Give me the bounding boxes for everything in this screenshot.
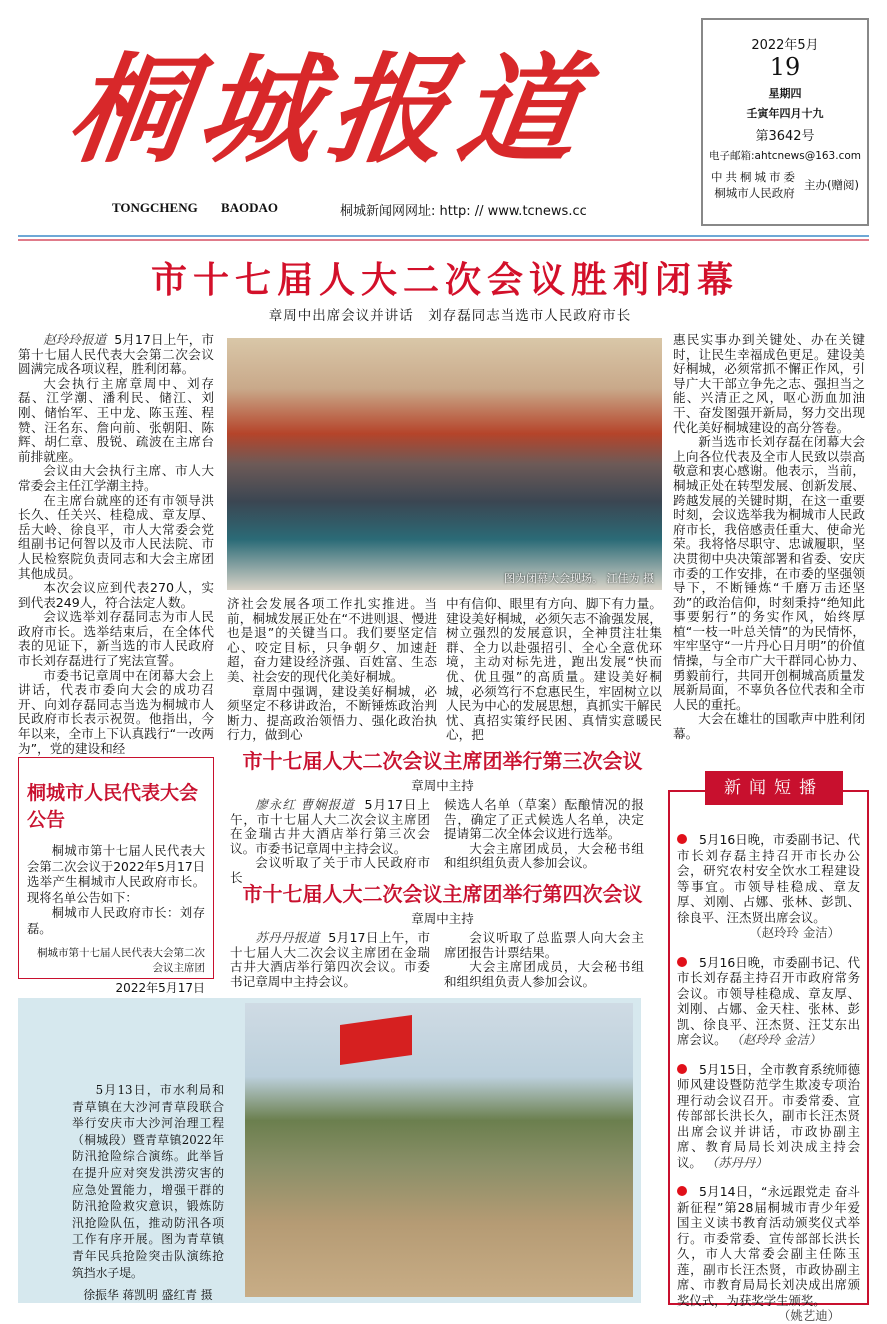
lead-column-1 (18, 333, 214, 756)
paragraph: 会议听取了关于市人民政府市长 (230, 855, 430, 885)
flood-drill-text (72, 1082, 224, 1304)
bullet-icon (677, 834, 687, 844)
issue-info-box (701, 18, 869, 226)
divider-pink (18, 239, 869, 241)
paragraph: 5月17日上午，市十七届人大二次会议主席团在金瑞古井大酒店举行第四次会议。市委书记章周中主持会议。 (230, 930, 430, 989)
paragraph: 新当选市长刘存磊在闭幕大会上向各位代表及全市人民致以崇高敬意和衷心感谢。他表示，当前，桐城正处在转型发展、创新发展、跨越发展的关键时期，在这一重要时刻，会议选举我为桐城市人民政府市长，我倍感责任重大、使命光荣。我将恪尽职守、忠诚履职，坚决贯彻中央决策部署和省委、安庆市委的工作安排，在市委的坚强领导下，不断锤炼“千磨万击还坚劲”的政治信仰，时刻秉持“绝知此事要躬行”的务实作风，始终厚植“一枝一叶总关情”的为民情怀，牢牢坚守“一片丹心日月明”的价值情操，与全市广大干群同心协力、勇毅前行，共同开创桐城高质量发展新局面，不辜负各位代表和全市人民的重托。 (673, 434, 865, 712)
bullet-icon (677, 1186, 687, 1196)
issue-weekday: 星期四 (768, 87, 802, 100)
lead-column-4 (673, 333, 865, 742)
brief-text: 5月16日晚，市委副书记、代市长刘存磊主持召开市长办公会，研究农村安全饮水工程建设等事宜。市领导桂稳成、章友厚、刘刚、占娜、张林、彭凯、徐良平、汪杰贤出席会议。 (677, 832, 860, 925)
english-title: TONGCHENG BAODAO (112, 200, 279, 215)
article-subtitle: 章周中主持 (411, 911, 474, 926)
news-briefs-title: 新闻短播 (705, 771, 843, 805)
issue-lunar: 壬寅年四月十九 (746, 107, 824, 120)
website-url[interactable]: 桐城新闻网网址: http: // www.tcnews.cc (340, 204, 587, 219)
article-title: 市十七届人大二次会议主席团举行第四次会议 (242, 882, 643, 906)
brief-item (677, 832, 860, 941)
brief-source: （赵玲玲 金洁） (730, 1032, 822, 1047)
sponsor-suffix: 主办(赠阅) (804, 178, 859, 192)
paragraph: 大会主席团成员，大会秘书组和组织组负责人参加会议。 (444, 840, 644, 871)
article-byline: 廖永红 曹娴报道 (255, 797, 355, 812)
photo-caption: 图为闭幕大会现场。 江佳为 摄 (504, 572, 654, 585)
brief-item (677, 1184, 860, 1324)
announcement-date: 2022年5月17日 (115, 981, 205, 995)
announcement-name: 桐城市人民政府市长：刘存磊。 (27, 906, 205, 936)
sponsor-2: 桐城市人民政府 (714, 186, 795, 200)
paragraph: 惠民实事办到关键处、办在关键时，让民生幸福成色更足。建设美好桐城，必须常抓不懈正作风，引导广大干部立争先之志、强担当之能、兴清正之风，呕心沥血加油干、奋发图强开新局，努力交出现代化美好桐城建设的高分答卷。 (673, 332, 865, 435)
brief-source: （赵玲玲 金洁） (749, 925, 840, 940)
article-third-meeting (230, 745, 655, 886)
paragraph: 济社会发展各项工作扎实推进。当前，桐城发展正处在“不进则退、慢进也是退”的关键当口。我们要坚定信心、咬定目标，只争朝夕、加速赶超，奋力建设经济强、百姓富、生态美、社会安的现代化美好桐城。 (227, 596, 437, 684)
brief-source: （苏丹丹） (705, 1154, 768, 1170)
bullet-icon (677, 1064, 687, 1074)
paragraph: 会议选举刘存磊同志为市人民政府市长。选举结束后，在全体代表的见证下，新当选的市人民政府市长刘存磊进行了宪法宣誓。 (18, 609, 214, 669)
photo-credit: 徐振华 蒋凯明 盛红青 摄 (83, 1288, 213, 1303)
brief-source: （姚艺迪） (778, 1308, 840, 1323)
announcement-body: 桐城市第十七届人民代表大会第二次会议于2022年5月17日选举产生桐城市人民政府市长。现将名单公告如下： (27, 844, 205, 905)
issue-email: 电子邮箱:ahtcnews@163.com (709, 150, 861, 162)
brief-text: 5月14日，“永远跟党走 奋斗新征程”第28届桐城市青少年爱国主义读书教育活动颁奖仪式举行。市委常委、宣传部部长洪长久，市人大常委会副主任陈玉莲，副市长汪杰贤，市政协副主席、市教育局局长刘决成出席颁奖仪式，为获奖学生颁奖。 (677, 1184, 860, 1308)
paragraph: 章周中强调，建设美好桐城，必须坚定不移讲政治，不断锤炼政治判断力、提高政治领悟力、强化政治执行力，做到心 (227, 683, 437, 743)
lead-headline: 市十七届人大二次会议胜利闭幕 (150, 259, 739, 301)
paragraph: 会议听取了总监票人向大会主席团报告计票结果。 (444, 930, 644, 960)
masthead-logo: 桐城报道 (60, 40, 600, 179)
sponsor-1: 中共桐城市委 (711, 170, 798, 184)
article-title: 市十七届人大二次会议主席团举行第三次会议 (242, 749, 643, 773)
issue-day: 19 (769, 53, 801, 81)
issue-year-month: 2022年5月 (751, 38, 819, 53)
paragraph: 候选人名单（草案）酝酿情况的报告，确定了正式候选人名单，决定提请第二次全体会议进行选举。 (444, 797, 644, 842)
lead-column-2 (227, 597, 437, 743)
article-byline: 苏丹丹报道 (255, 930, 320, 945)
article-subtitle: 章周中主持 (411, 778, 474, 793)
lead-byline: 赵玲玲报道 (43, 332, 107, 347)
paragraph: 本次会议应到代表270人，实到代表249人，符合法定人数。 (18, 580, 214, 610)
paragraph: 在主席台就座的还有市领导洪长久、任关兴、桂稳成、章友厚、岳大岭、徐良平，市人大常委会党组副书记何智以及市人民法院、市人民检察院负责同志和大会主席团其他成员。 (18, 492, 214, 581)
paragraph: 大会主席团成员，大会秘书组和组织组负责人参加会议。 (444, 959, 644, 989)
brief-text: 5月15日，全市教育系统师德师风建设暨防范学生欺凌专项治理行动会议召开。市委常委、宣传部部长洪长久，副市长汪杰贤出席会议并讲话，市政协副主席、教育局局长刘决成主持会议。 (677, 1061, 860, 1170)
news-briefs-box (668, 790, 869, 1323)
paragraph: 5月17日上午，市第十七届人民代表大会第二次会议圆满完成各项议程，胜利闭幕。 (18, 332, 214, 377)
lead-column-3 (446, 597, 662, 743)
lead-subhead: 章周中出席会议并讲话 刘存磊同志当选市人民政府市长 (268, 308, 632, 324)
closing-meeting-photo (227, 338, 662, 590)
announcement-issuer: 桐城市第十七届人民代表大会第二次会议主席团 (37, 947, 205, 974)
paragraph: 大会在雄壮的国歌声中胜利闭幕。 (673, 711, 865, 742)
paragraph: 中有信仰、眼里有方向、脚下有力量。建设美好桐城，必须矢志不渝强发展，树立强烈的发展意识，全神贯注壮集群、全力以赴强招引、全心全意优环境，主动对标先进，跑出发展“快而优、优且强”的高质量。建设美好桐城，必须笃行不怠惠民生，牢固树立以人民为中心的发展思想，真抓实干解民忧、真招实策纾民困、真情实意暖民心，把 (446, 596, 662, 743)
paragraph: 5月13日，市水利局和青草镇在大沙河青草段联合举行安庆市大沙河治理工程（桐城段）暨青草镇2022年防汛抢险综合演练。此举旨在提升应对突发洪涝灾害的应急处置能力，增强干群的防汛抢险救灾意识，锻炼防汛抢险队伍，推动防汛各项工作有序开展。图为青草镇青年民兵抢险突击队演练抢筑挡水子堤。 (72, 1083, 224, 1280)
announcement-box (18, 757, 214, 995)
brief-item (677, 1062, 860, 1171)
brief-text: 5月16日晚，市委副书记、代市长刘存磊主持召开市政府常务会议。市领导桂稳成、章友厚、刘刚、占娜、金天柱、张林、彭凯、徐良平、汪杰贤、汪艾东出席会议。 (677, 954, 860, 1047)
paragraph: 会议由大会执行主席、市人大常委会主任江学潮主持。 (18, 463, 214, 493)
bullet-icon (677, 957, 687, 967)
paragraph: 大会执行主席章周中、刘存磊、江学潮、潘利民、储江、刘刚、储怡军、王中龙、陈玉莲、程赞、汪名东、詹向前、张朝阳、陈辉、胡仁章、殷锐、疏波在主席台前排就座。 (18, 375, 214, 464)
issue-number: 第3642号 (755, 129, 815, 144)
paragraph: 5月17日上午，市十七届人大二次会议主席团在金瑞古井大酒店举行第三次会议。市委书记章周中主持会议。 (230, 797, 430, 856)
announcement-title: 桐城市人民代表大会公告 (27, 782, 199, 831)
paragraph: 市委书记章周中在闭幕大会上讲话，代表市委向大会的成功召开、向刘存磊同志当选为桐城市人民政府市长表示祝贺。他指出，今年以来，全市上下认真践行“一改两为”，党的建设和经 (18, 667, 214, 756)
flood-drill-photo (245, 1003, 633, 1297)
brief-item (677, 955, 860, 1048)
divider-blue (18, 235, 869, 237)
article-fourth-meeting (230, 878, 655, 989)
